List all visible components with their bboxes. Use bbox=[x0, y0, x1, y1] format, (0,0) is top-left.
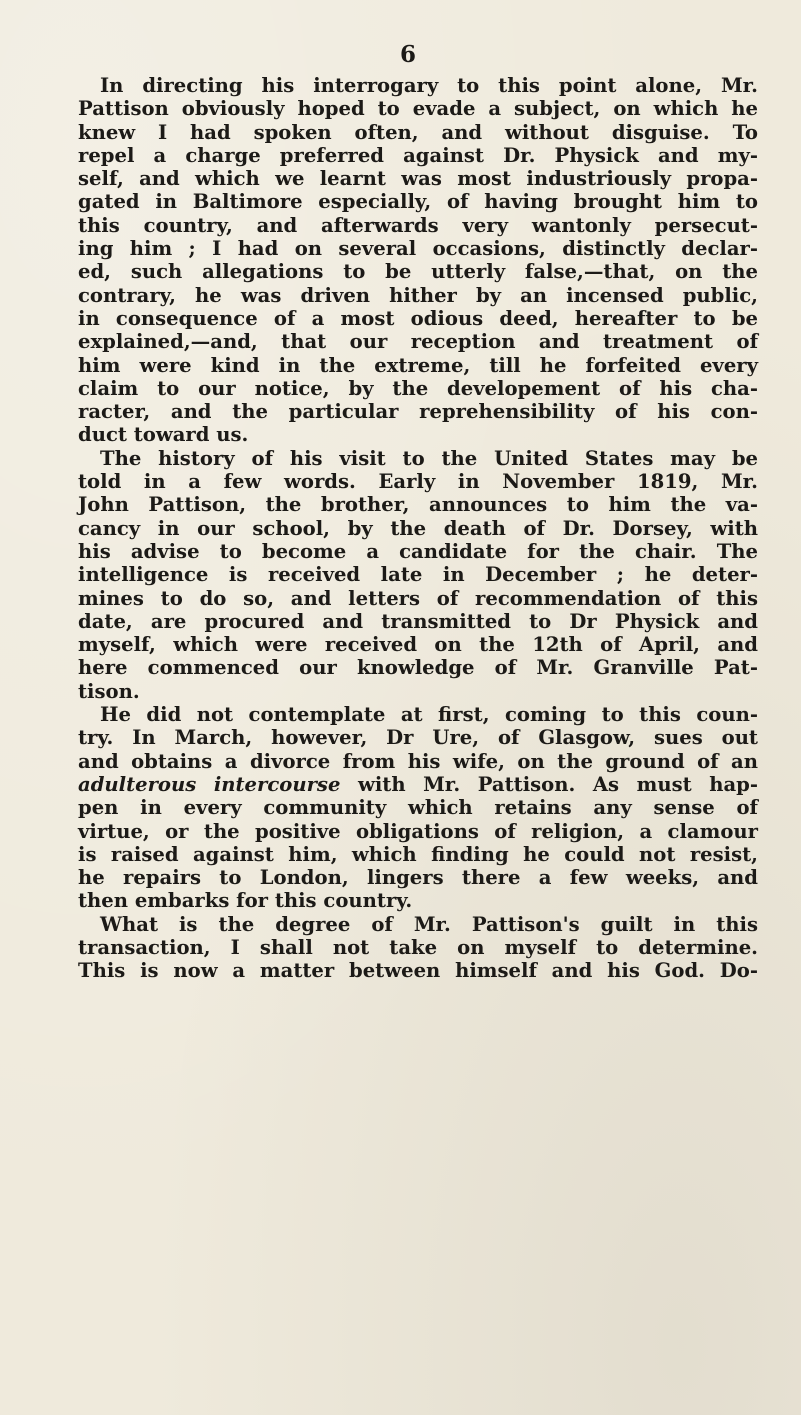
text-line: In directing his interrogary to this point alone, Mr. bbox=[100, 74, 758, 97]
paragraph-1 bbox=[78, 74, 758, 447]
text-line: try. In March, however, Dr Ure, of Glasgow, sues out bbox=[78, 726, 758, 750]
paragraph-2 bbox=[78, 447, 758, 703]
text-line: date, are procured and transmitted to Dr Physick and bbox=[78, 609, 758, 633]
text-line: What is the degree of Mr. Pattison's guilt in this bbox=[100, 912, 758, 936]
text-line: John Pattison, the brother, announces to him the va- bbox=[78, 493, 758, 517]
italic-phrase: adulterous intercourse bbox=[78, 772, 341, 796]
text-line: contrary, he was driven hither by an incensed public, bbox=[78, 283, 758, 307]
text-line: he repairs to London, lingers there a few weeks, and bbox=[78, 866, 758, 890]
text-line: self, and which we learnt was most industriously propa- bbox=[78, 167, 758, 191]
text-line: pen in every community which retains any sense of bbox=[78, 796, 758, 820]
text-line: This is now a matter between himself and his God. Do- bbox=[78, 959, 758, 983]
text-line: is raised against him, which finding he could not resist, bbox=[78, 842, 758, 866]
paragraph-3 bbox=[78, 703, 758, 913]
text-line: racter, and the particular reprehensibility of his con- bbox=[78, 400, 758, 424]
text-line: his advise to become a candidate for the chair. The bbox=[78, 539, 758, 563]
text-line: then embarks for this country. bbox=[78, 889, 413, 913]
text-line: tison. bbox=[78, 679, 140, 703]
text-line: ing him ; I had on several occasions, distinctly declar- bbox=[78, 237, 758, 261]
text-line-italic: adulterous intercourse with Mr. Pattison. As must hap- bbox=[78, 772, 758, 796]
text-line: and obtains a divorce from his wife, on the ground of an bbox=[78, 749, 758, 773]
text-line: claim to our notice, by the developement of his cha- bbox=[78, 376, 758, 400]
paragraph-4 bbox=[78, 913, 758, 983]
text-line: virtue, or the positive obligations of religion, a clamour bbox=[78, 819, 758, 843]
text-line: this country, and afterwards very wantonly persecut- bbox=[78, 213, 758, 237]
text-line: told in a few words. Early in November 1819, Mr. bbox=[78, 470, 758, 494]
text-line: in consequence of a most odious deed, hereafter to be bbox=[78, 306, 758, 330]
body-text bbox=[78, 74, 758, 983]
text-line: Pattison obviously hoped to evade a subject, on which he bbox=[78, 97, 758, 121]
text-line: ed, such allegations to be utterly false,—that, on the bbox=[78, 260, 758, 284]
text-line: The history of his visit to the United States may be bbox=[100, 446, 758, 470]
text-line: explained,—and, that our reception and treatment of bbox=[78, 330, 758, 354]
text-line: him were kind in the extreme, till he forfeited every bbox=[78, 353, 758, 377]
page-number: 6 bbox=[400, 41, 417, 68]
text-line: mines to do so, and letters of recommendation of this bbox=[78, 586, 758, 610]
text-line: duct toward us. bbox=[78, 423, 249, 447]
text-line: knew I had spoken often, and without disguise. To bbox=[78, 120, 758, 144]
text-line: gated in Baltimore especially, of having brought him to bbox=[78, 190, 758, 214]
text-line: He did not contemplate at first, coming to this coun- bbox=[100, 703, 758, 727]
text-line: here commenced our knowledge of Mr. Granville Pat- bbox=[78, 656, 758, 680]
text-line: intelligence is received late in December ; he deter- bbox=[78, 563, 758, 587]
text-line: cancy in our school, by the death of Dr. Dorsey, with bbox=[78, 516, 758, 540]
text-line: myself, which were received on the 12th of April, and bbox=[78, 633, 758, 657]
text-line: repel a charge preferred against Dr. Physick and my- bbox=[78, 143, 758, 167]
text-line: transaction, I shall not take on myself to determine. bbox=[78, 935, 758, 959]
